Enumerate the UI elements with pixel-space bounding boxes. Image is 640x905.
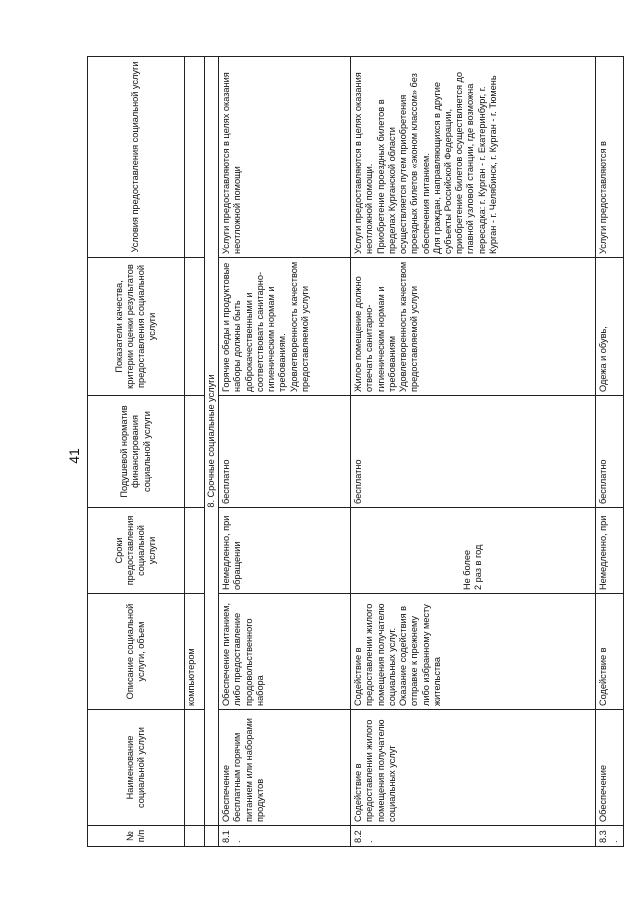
header-name: Наименование социальной услуги — [88, 710, 185, 826]
table-cell — [185, 508, 205, 594]
table-cell — [185, 258, 205, 396]
table-row — [219, 57, 351, 847]
table-cell — [205, 826, 219, 847]
row-quality: Одежа и обувь, — [596, 258, 623, 396]
row-conditions: Услуги предоставляются в — [596, 57, 623, 258]
table-row — [596, 57, 623, 847]
row-num: 8.3. — [596, 826, 623, 847]
header-terms: Сроки предоставления социальной услуги — [88, 508, 185, 594]
row-quality: Жилое помещение должно отвечать санитарно-гигиеническим нормам и требованиям Удовлетворенность качеством предоставляемой услуги — [351, 258, 596, 396]
table-cell — [185, 57, 205, 258]
table-cell — [185, 826, 205, 847]
row-terms: Немедленно, при — [596, 508, 623, 594]
row-norm: бесплатно — [351, 396, 596, 508]
carry-over-row — [185, 57, 205, 847]
row-conditions: Услуги предоставляются в целях оказания неотложной помощи. Приобретение проездных билетов в пределах Курганской области осуществляется путем приобретения проездных билетов «эконом классом» без обеспечения питанием. Для граждан, направляющихся в другие субъекты Российской Федерации, приобретение билетов осуществляется до главной узловой станции, где возможна пересадка: г. Курган - г. Екатеринбург, г. Курган - г. Челябинск, г. Курган - г. Тюмень — [351, 57, 596, 258]
row-description: Содействие в — [596, 594, 623, 710]
table-cell — [185, 710, 205, 826]
header-norm: Подушевой норматив финансирования социальной услуги — [88, 396, 185, 508]
row-num: 8.2. — [351, 826, 596, 847]
section-row — [205, 57, 219, 847]
table-cell — [185, 396, 205, 508]
row-name: Обеспечение — [596, 710, 623, 826]
row-terms: Немедленно, при обращении — [219, 508, 351, 594]
header-conditions: Условия предоставления социальной услуги — [88, 57, 185, 258]
carry-over-description: компьютером — [185, 594, 205, 710]
row-quality: Горячие обеды и продуктовые наборы должны быть доброкачественными и соответствовать санитарно-гигиеническим нормам и требованиям. Удовлетворенность качеством предоставляемой услуги — [219, 258, 351, 396]
row-norm: бесплатно — [219, 396, 351, 508]
rotated-page — [87, 57, 640, 847]
table-header-row — [88, 57, 185, 847]
row-norm: бесплатно — [596, 396, 623, 508]
header-quality: Показатели качества, критерии оценки результатов предоставления социальной услуги — [88, 258, 185, 396]
section-title: 8. Срочные социальные услуги — [205, 57, 219, 826]
page-number: 41 — [65, 448, 82, 464]
social-services-table — [87, 56, 624, 847]
row-num: 8.1. — [219, 826, 351, 847]
header-description: Описание социальной услуги, объем — [88, 594, 185, 710]
row-description: Обеспечение питанием, либо предоставление продовольственного набора — [219, 594, 351, 710]
row-name: Обеспечение бесплатным горячим питанием или наборами продуктов — [219, 710, 351, 826]
row-conditions: Услуги предоставляются в целях оказания неотложной помощи — [219, 57, 351, 258]
row-terms: Не более 2 раз в год — [351, 508, 596, 594]
row-name: Содействие в предоставлении жилого помещения получателю социальных услуг — [351, 710, 596, 826]
table-row — [351, 57, 596, 847]
header-num: № п/п — [88, 826, 185, 847]
row-description: Содействие в предоставлении жилого помещения получателю социальных услуг. Оказание содействия в отправке к прежнему либо избранному месту жительства — [351, 594, 596, 710]
